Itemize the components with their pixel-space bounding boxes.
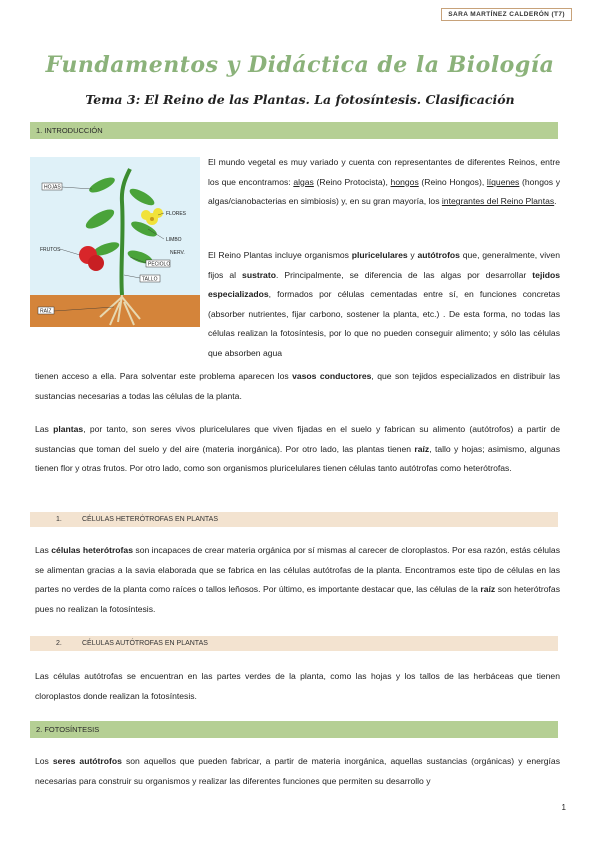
plant-diagram-svg — [30, 157, 200, 327]
label-peciolo: PECIOLO — [148, 261, 171, 268]
label-frutos: FRUTOS — [40, 247, 61, 253]
label-tallo: TALLO — [142, 276, 158, 283]
label-nervio: NERV. — [170, 250, 185, 256]
sky-area — [30, 157, 200, 295]
document-subtitle: Tema 3: El Reino de las Plantas. La fotosíntesis. Clasificación — [85, 92, 515, 107]
photosynthesis-paragraph: Los seres autótrofos son aquellos que pueden fabricar, a partir de materia inorgánica, aquellas sustancias (orgánicas) y energías necesarias para construir su organismos y realizar las diferentes funciones que permiten su desarrollo y — [35, 756, 560, 786]
subsection-heading-heterotrophic: 1. CÉLULAS HETERÓTROFAS EN PLANTAS — [30, 512, 558, 527]
label-limbo: LIMBO — [166, 237, 182, 243]
document-title: Fundamentos y Didáctica de la Biología — [45, 52, 555, 78]
section-heading-intro: 1. INTRODUCCIÓN — [30, 122, 558, 139]
autotrophic-paragraph: Las células autótrofas se encuentran en las partes verdes de la planta, como las hojas y los tallos de las herbáceas que tienen cloroplastos donde realizan la fotosíntesis. — [35, 671, 560, 701]
intro-paragraph-3: Las plantas, por tanto, son seres vivos pluricelulares que viven fijadas en el suelo y fabrican su alimento (autótrofos) a partir de sustancias que toman del suelo y del aire (materia inorgánica). Por otro lado, las plantas tienen raíz, tallo y hojas; asimismo, algunas tienen flor y otras frutos. Por otro lado, como son organismos pluricelulares tienen células tanto autótrofas como heterótrofas. — [35, 424, 561, 474]
plant-diagram — [30, 157, 200, 327]
intro-paragraph-1: El mundo vegetal es muy variado y cuenta con representantes de diferentes Reinos, entre los que encontramos: algas (Reino Protocista), hongos (Reino Hongos), líquenes (hongos y algas/cianobacterias en simbiosis) y, en su gran mayoría, los integrantes del Reino Plantas. — [208, 157, 560, 207]
author-tag: SARA MARTÍNEZ CALDERÓN (T7) — [441, 8, 572, 21]
intro-paragraph-2: El Reino Plantas incluye organismos pluricelulares y autótrofos que, generalmente, viven fijos al sustrato. Principalmente, se diferencia de las algas por desarrollar tejidos especializados, formados por células cementadas entre sí, en funciones concretas (absorber nutrientes, fijar carbono, sostener la planta, etc.) . De esta forma, no todas las células realizan la fotosíntesis, por lo que no pueden conseguir alimento; y sólo las células que absorben agua — [208, 250, 560, 358]
intro-paragraph-2-continued: tienen acceso a ella. Para solventar este problema aparecen los vasos conductores, que son tejidos especializados en distribuir las sustancias necesarias a todas las células de la planta. — [35, 371, 561, 401]
page-number: 1 — [561, 803, 566, 812]
heterotrophic-paragraph: Las células heterótrofas son incapaces de crear materia orgánica por sí mismas al carecer de cloroplastos. Por esa razón, estás células se alimentan gracias a la savia elaborada que se fabrica en las células autótrofas de la planta. Encontramos este tipo de células en las partes no verdes de la planta como raíces o tallos leñosos. Por último, es importante destacar que, las células de la raíz son heterótrofas pues no realizan la fotosíntesis. — [35, 545, 561, 614]
subsection-heading-autotrophic: 2. CÉLULAS AUTÓTROFAS EN PLANTAS — [30, 636, 558, 651]
section-heading-photosynthesis: 2. FOTOSÍNTESIS — [30, 721, 558, 738]
label-hojas: HOJAS — [44, 184, 61, 191]
label-raiz: RAÍZ — [40, 308, 52, 315]
label-flores: FLORES — [166, 211, 187, 217]
